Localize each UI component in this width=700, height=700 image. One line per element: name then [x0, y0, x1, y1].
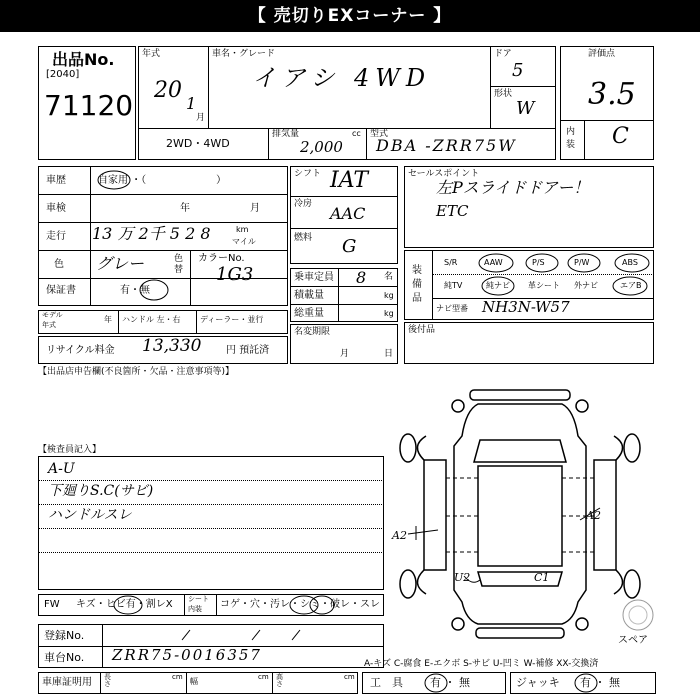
- score-value: 3.5: [588, 77, 636, 112]
- shift-label: シフト: [294, 169, 322, 179]
- mark-c1: C1: [534, 571, 550, 584]
- history-options: 自家用 ・（ ）: [98, 175, 227, 186]
- cert-height-unit: cm: [344, 673, 355, 681]
- year-month-value: 1: [186, 94, 197, 113]
- mileage-label: 走行: [46, 231, 66, 242]
- score-label: 評価点: [588, 49, 616, 59]
- recycle-value: 13,330: [142, 336, 202, 356]
- deadline-day: 日: [384, 349, 394, 359]
- notes-header-text: 【出品店申告欄(不良箇所・欠品・注意事項等)】: [38, 367, 235, 377]
- interior-value: C: [612, 124, 629, 149]
- jack-options: 有 ・ 無: [580, 676, 620, 689]
- lot-label: 出品No.: [52, 50, 115, 69]
- sales-point-line1: 左Pスライドドアー！: [436, 178, 590, 197]
- tools-label: 工 具: [370, 676, 403, 689]
- model-year-l2: 年式: [42, 321, 56, 329]
- drive-label: 2WD・4WD: [166, 137, 230, 150]
- equip-ps: P/S: [532, 258, 545, 267]
- aftermarket-label: 後付品: [408, 325, 436, 335]
- spare-tire-icon: [618, 598, 658, 632]
- ac-label: 冷房: [294, 199, 313, 209]
- recycle-unit: 円 預託済: [226, 345, 270, 356]
- equip-pw: P/W: [574, 258, 590, 267]
- fuel-label: 燃料: [294, 233, 313, 243]
- car-name-value: イアシ 4WD: [252, 64, 432, 92]
- displacement-label: 排気量: [272, 129, 300, 139]
- equipment-label: 装備品: [412, 265, 422, 304]
- deadline-month: 月: [340, 349, 350, 359]
- cert-height: 高さ: [276, 673, 283, 688]
- inspector-label: 【検査員記入】: [38, 445, 102, 455]
- cert-length: 長さ: [104, 673, 111, 688]
- shape-value: W: [516, 98, 535, 119]
- inspector-line2: 下廻りS.C(サビ): [48, 483, 154, 499]
- load-unit: kg: [384, 291, 394, 300]
- model-year-handle: ハンドル 左・右: [122, 315, 181, 324]
- banner: 【 売切りEXコーナー 】: [0, 0, 700, 32]
- registration-marks: [102, 624, 384, 646]
- left-circles: [0, 0, 300, 310]
- year-label: 年式: [142, 49, 161, 59]
- tools-options: 有 ・ 無: [430, 676, 470, 689]
- equip-leather: 革シート: [528, 281, 560, 290]
- color-label: 色: [54, 259, 64, 270]
- damage-legend: A-キズ C-腐食 E-エクボ S-サビ U-凹ミ W-補修 XX-交換済: [364, 659, 599, 669]
- inspector-line3: ハンドルスレ: [48, 507, 132, 523]
- model-year-l1: モデル: [42, 311, 63, 319]
- displacement-value: 2,000: [300, 138, 343, 156]
- tools-circles: [362, 672, 658, 694]
- warranty-options: 有・無: [120, 285, 150, 296]
- inspection-year: 年: [180, 203, 190, 214]
- history-label: 車歴: [46, 175, 66, 186]
- model-year-year: 年: [104, 315, 112, 324]
- equip-abs: ABS: [622, 258, 638, 267]
- model-year-dealer: ディーラー・並行: [200, 315, 264, 324]
- deadline-label: 名変期限: [294, 327, 331, 337]
- chassis-label: 車台No.: [44, 651, 85, 664]
- fw-text: キズ・ヒビ有・割レX: [76, 599, 173, 610]
- fw-label: FW: [44, 599, 60, 610]
- registration-label: 登録No.: [44, 629, 85, 642]
- equip-sr: S/R: [444, 258, 458, 267]
- warranty-label: 保証書: [46, 285, 76, 296]
- mileage-unit-mile: マイル: [232, 237, 256, 246]
- model-label: 型式: [370, 129, 389, 139]
- color-code-value: 1G3: [216, 264, 254, 285]
- displacement-unit: cc: [352, 129, 361, 138]
- mark-a2-left: A2: [392, 529, 407, 542]
- capacity-unit: 名: [384, 272, 394, 282]
- inspection-label: 車検: [46, 203, 66, 214]
- mileage-unit-km: km: [236, 225, 249, 234]
- recycle-label: リサイクル料金: [46, 345, 115, 356]
- capacity-value: 8: [356, 268, 367, 287]
- cert-width-unit: cm: [258, 673, 269, 681]
- cert-length-unit: cm: [172, 673, 183, 681]
- color-change-label: 色替: [174, 254, 184, 275]
- doors-value: 5: [512, 60, 524, 81]
- fw-circles: [38, 594, 384, 616]
- lot-number: 71120: [44, 89, 134, 122]
- car-name-label: 車名・グレード: [212, 49, 276, 59]
- jack-label: ジャッキ: [516, 676, 560, 689]
- equipment-circles: [404, 250, 654, 320]
- inspector-line1: A-U: [48, 461, 75, 477]
- navi-model-value: NH3N-W57: [482, 298, 570, 316]
- gross-unit: kg: [384, 309, 394, 318]
- inspector-box: [38, 456, 384, 590]
- mark-u2: U2: [454, 571, 471, 584]
- ac-value: AAC: [330, 204, 366, 223]
- fw-seat-l1: シート: [188, 595, 209, 603]
- year-value: 20: [154, 78, 182, 103]
- gross-label: 総重量: [294, 308, 324, 319]
- shift-value: IAT: [330, 168, 369, 193]
- color-code-label: カラーNo.: [198, 253, 245, 264]
- equip-tv: 純TV: [444, 281, 463, 290]
- load-label: 積載量: [294, 290, 324, 301]
- chassis-value: ZRR75-0016357: [112, 646, 262, 664]
- cert-width: 幅: [190, 677, 198, 686]
- equip-airbag: エアB: [620, 281, 642, 290]
- cert-label: 車庫証明用: [42, 677, 92, 688]
- inspection-month: 月: [250, 203, 260, 214]
- equip-aaw: AAW: [484, 258, 503, 267]
- equip-navi: 純ナビ: [486, 281, 510, 290]
- fw-seat-l2: 内装: [188, 605, 202, 613]
- equip-ext-navi: 外ナビ: [574, 281, 598, 290]
- color-value: グレー: [96, 254, 145, 273]
- aftermarket-box: [404, 322, 654, 364]
- doors-label: ドア: [494, 49, 512, 59]
- mark-a2-right: A2: [586, 509, 601, 522]
- shape-label: 形状: [494, 89, 513, 99]
- fuel-value: G: [342, 236, 357, 257]
- interior-label: 内装: [566, 127, 576, 150]
- lot-sub: [2040]: [46, 69, 80, 80]
- mileage-value: 13 万 2千 5 2 8: [92, 224, 211, 243]
- navi-model-label: ナビ型番: [436, 304, 468, 313]
- sales-point-label: セールスポイント: [408, 169, 480, 179]
- sales-point-line2: ETC: [436, 202, 469, 220]
- model-value: DBA -ZRR75W: [376, 136, 517, 155]
- spare-label: スペア: [618, 635, 648, 646]
- capacity-label: 乗車定員: [294, 272, 334, 283]
- year-month-suffix: 月: [196, 113, 206, 123]
- fw-text2: コゲ・穴・汚レ・シミ・破レ・スレ: [220, 599, 380, 610]
